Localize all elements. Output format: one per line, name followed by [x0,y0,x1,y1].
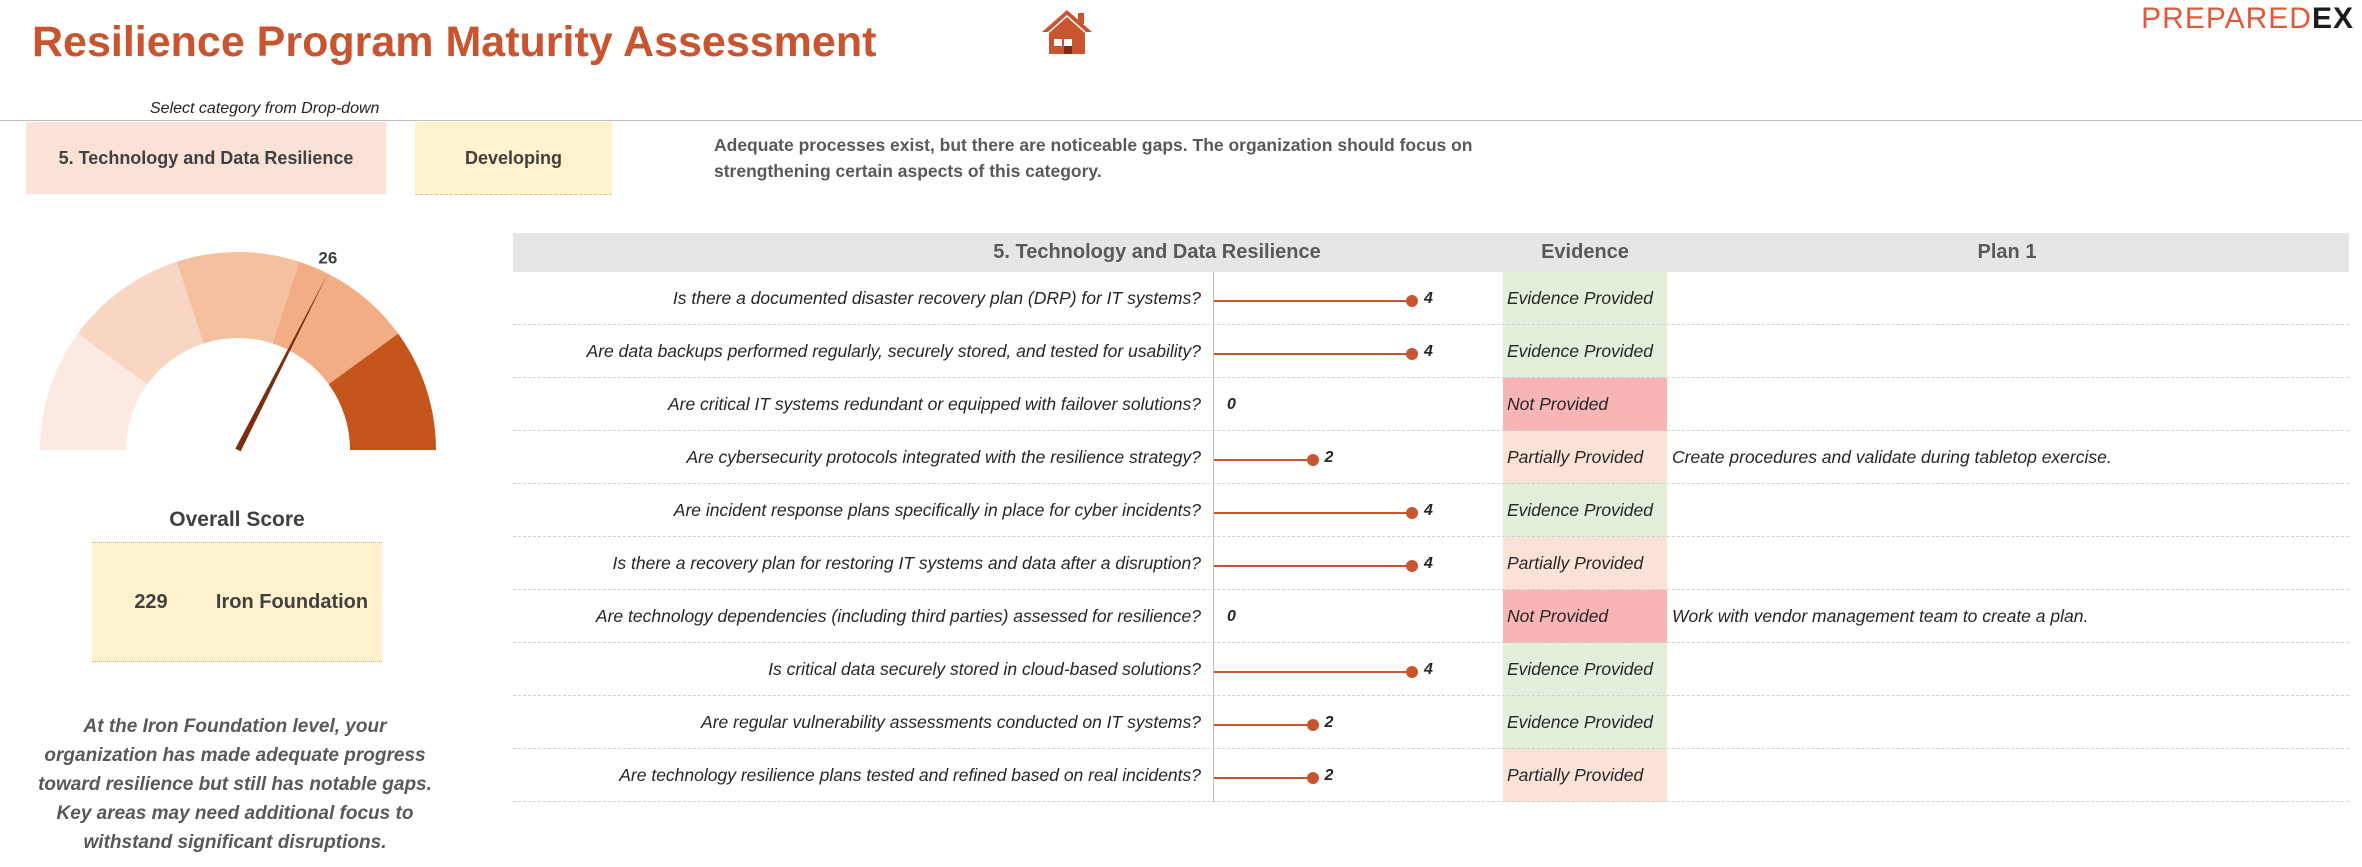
header-divider [0,120,2362,121]
evidence-dropdown[interactable]: Not Provided [1503,590,1667,643]
table-row [513,272,2349,325]
table-row [513,749,2349,802]
home-icon[interactable] [1038,6,1096,58]
score-bar [1213,537,1503,590]
score-value-label: 4 [1424,502,1433,519]
evidence-dropdown[interactable]: Partially Provided [1503,431,1667,484]
preparedex-logo [2141,2,2354,36]
score-dot [1307,454,1319,466]
plan-cell[interactable] [1672,378,2342,431]
question-text: Are regular vulnerability assessments conducted on IT systems? [701,712,1201,732]
score-bar-line [1213,724,1313,726]
logo-prefix: PREPARED [2141,2,2312,35]
score-dot [1406,295,1418,307]
evidence-dropdown[interactable]: Evidence Provided [1503,272,1667,325]
evidence-dropdown[interactable]: Partially Provided [1503,537,1667,590]
evidence-dropdown[interactable]: Evidence Provided [1503,325,1667,378]
category-column-header: 5. Technology and Data Resilience [993,241,1321,263]
category-score-gauge [20,218,460,458]
table-row [513,378,2349,431]
score-value-label: 4 [1424,661,1433,678]
overall-score-box [92,542,382,662]
plan-cell[interactable]: Work with vendor management team to create a plan. [1672,606,2089,626]
score-value-label: 2 [1324,714,1334,731]
level-description: Adequate processes exist, but there are noticeable gaps. The organization should focus on strengthening certain aspects of this category. [714,135,1473,181]
score-value-label: 0 [1227,608,1236,625]
table-row [513,643,2349,696]
table-row [513,431,2349,484]
page-title: Resilience Program Maturity Assessment [32,18,877,66]
score-value-label: 4 [1424,343,1433,360]
score-bar-line [1213,512,1412,514]
plan-cell[interactable]: Create procedures and validate during tabletop exercise. [1672,447,2112,467]
gauge-value-label: 26 [318,248,338,268]
table-row [513,484,2349,537]
plan-cell[interactable] [1672,484,2342,537]
question-text: Are incident response plans specifically in place for cyber incidents? [673,500,1201,520]
plan-cell[interactable] [1672,749,2342,802]
score-bar-line [1213,565,1412,567]
overall-score-value: 229 [134,590,168,613]
score-bar [1213,590,1503,643]
plan-cell[interactable] [1672,537,2342,590]
question-text: Are data backups performed regularly, securely stored, and tested for usability? [586,341,1201,361]
question-text: Are critical IT systems redundant or equipped with failover solutions? [667,394,1201,414]
score-bar [1213,378,1503,431]
score-bar [1213,325,1503,378]
score-dot [1406,348,1418,360]
maturity-level-box: Developing [415,122,612,195]
score-bar [1213,696,1503,749]
table-row [513,696,2349,749]
plan-cell[interactable] [1672,643,2342,696]
score-value-label: 4 [1424,290,1433,307]
evidence-dropdown[interactable]: Evidence Provided [1503,643,1667,696]
score-value-label: 2 [1324,767,1334,784]
overall-summary: At the Iron Foundation level, your organization has made adequate progress toward resilience but still has notable gaps. Key areas may need additional focus to withstand significant disruptions. [38,716,432,853]
evidence-dropdown[interactable]: Evidence Provided [1503,696,1667,749]
question-text: Is critical data securely stored in cloud-based solutions? [768,659,1201,679]
overall-level-name: Iron Foundation [215,590,369,613]
overall-score-label: Overall Score [169,508,305,531]
score-bar-line [1213,671,1412,673]
question-text: Are technology dependencies (including third parties) assessed for resilience? [595,606,1201,626]
logo-suffix: EX [2311,2,2354,35]
score-dot [1307,719,1319,731]
score-dot [1307,772,1319,784]
score-axis-line [1213,272,1214,802]
score-value-label: 2 [1324,449,1334,466]
score-bar [1213,484,1503,537]
score-bar-line [1213,300,1412,302]
question-text: Is there a recovery plan for restoring IT systems and data after a disruption? [612,553,1201,573]
score-bar-line [1213,459,1313,461]
question-text: Is there a documented disaster recovery plan (DRP) for IT systems? [672,288,1201,308]
evidence-column-header: Evidence [1541,241,1629,263]
dropdown-hint: Select category from Drop-down [150,100,380,117]
category-dropdown[interactable]: 5. Technology and Data Resilience [26,122,386,194]
evidence-dropdown[interactable]: Evidence Provided [1503,484,1667,537]
table-row [513,325,2349,378]
score-value-label: 0 [1227,396,1236,413]
plan-column-header: Plan 1 [1977,241,2037,263]
score-value-label: 4 [1424,555,1433,572]
score-bar [1213,272,1503,325]
question-text: Are technology resilience plans tested and refined based on real incidents? [619,765,1201,785]
score-bar-line [1213,353,1412,355]
score-dot [1406,666,1418,678]
evidence-dropdown[interactable]: Partially Provided [1503,749,1667,802]
score-bar [1213,749,1503,802]
plan-cell[interactable] [1672,272,2342,325]
score-dot [1406,507,1418,519]
score-bar [1213,431,1503,484]
score-bar-line [1213,777,1313,779]
evidence-dropdown[interactable]: Not Provided [1503,378,1667,431]
score-bar [1213,643,1503,696]
table-row [513,537,2349,590]
score-dot [1406,560,1418,572]
plan-cell[interactable] [1672,696,2342,749]
row-divider [513,801,2349,802]
plan-cell[interactable] [1672,325,2342,378]
question-text: Are cybersecurity protocols integrated with the resilience strategy? [686,447,1201,467]
table-row [513,590,2349,643]
